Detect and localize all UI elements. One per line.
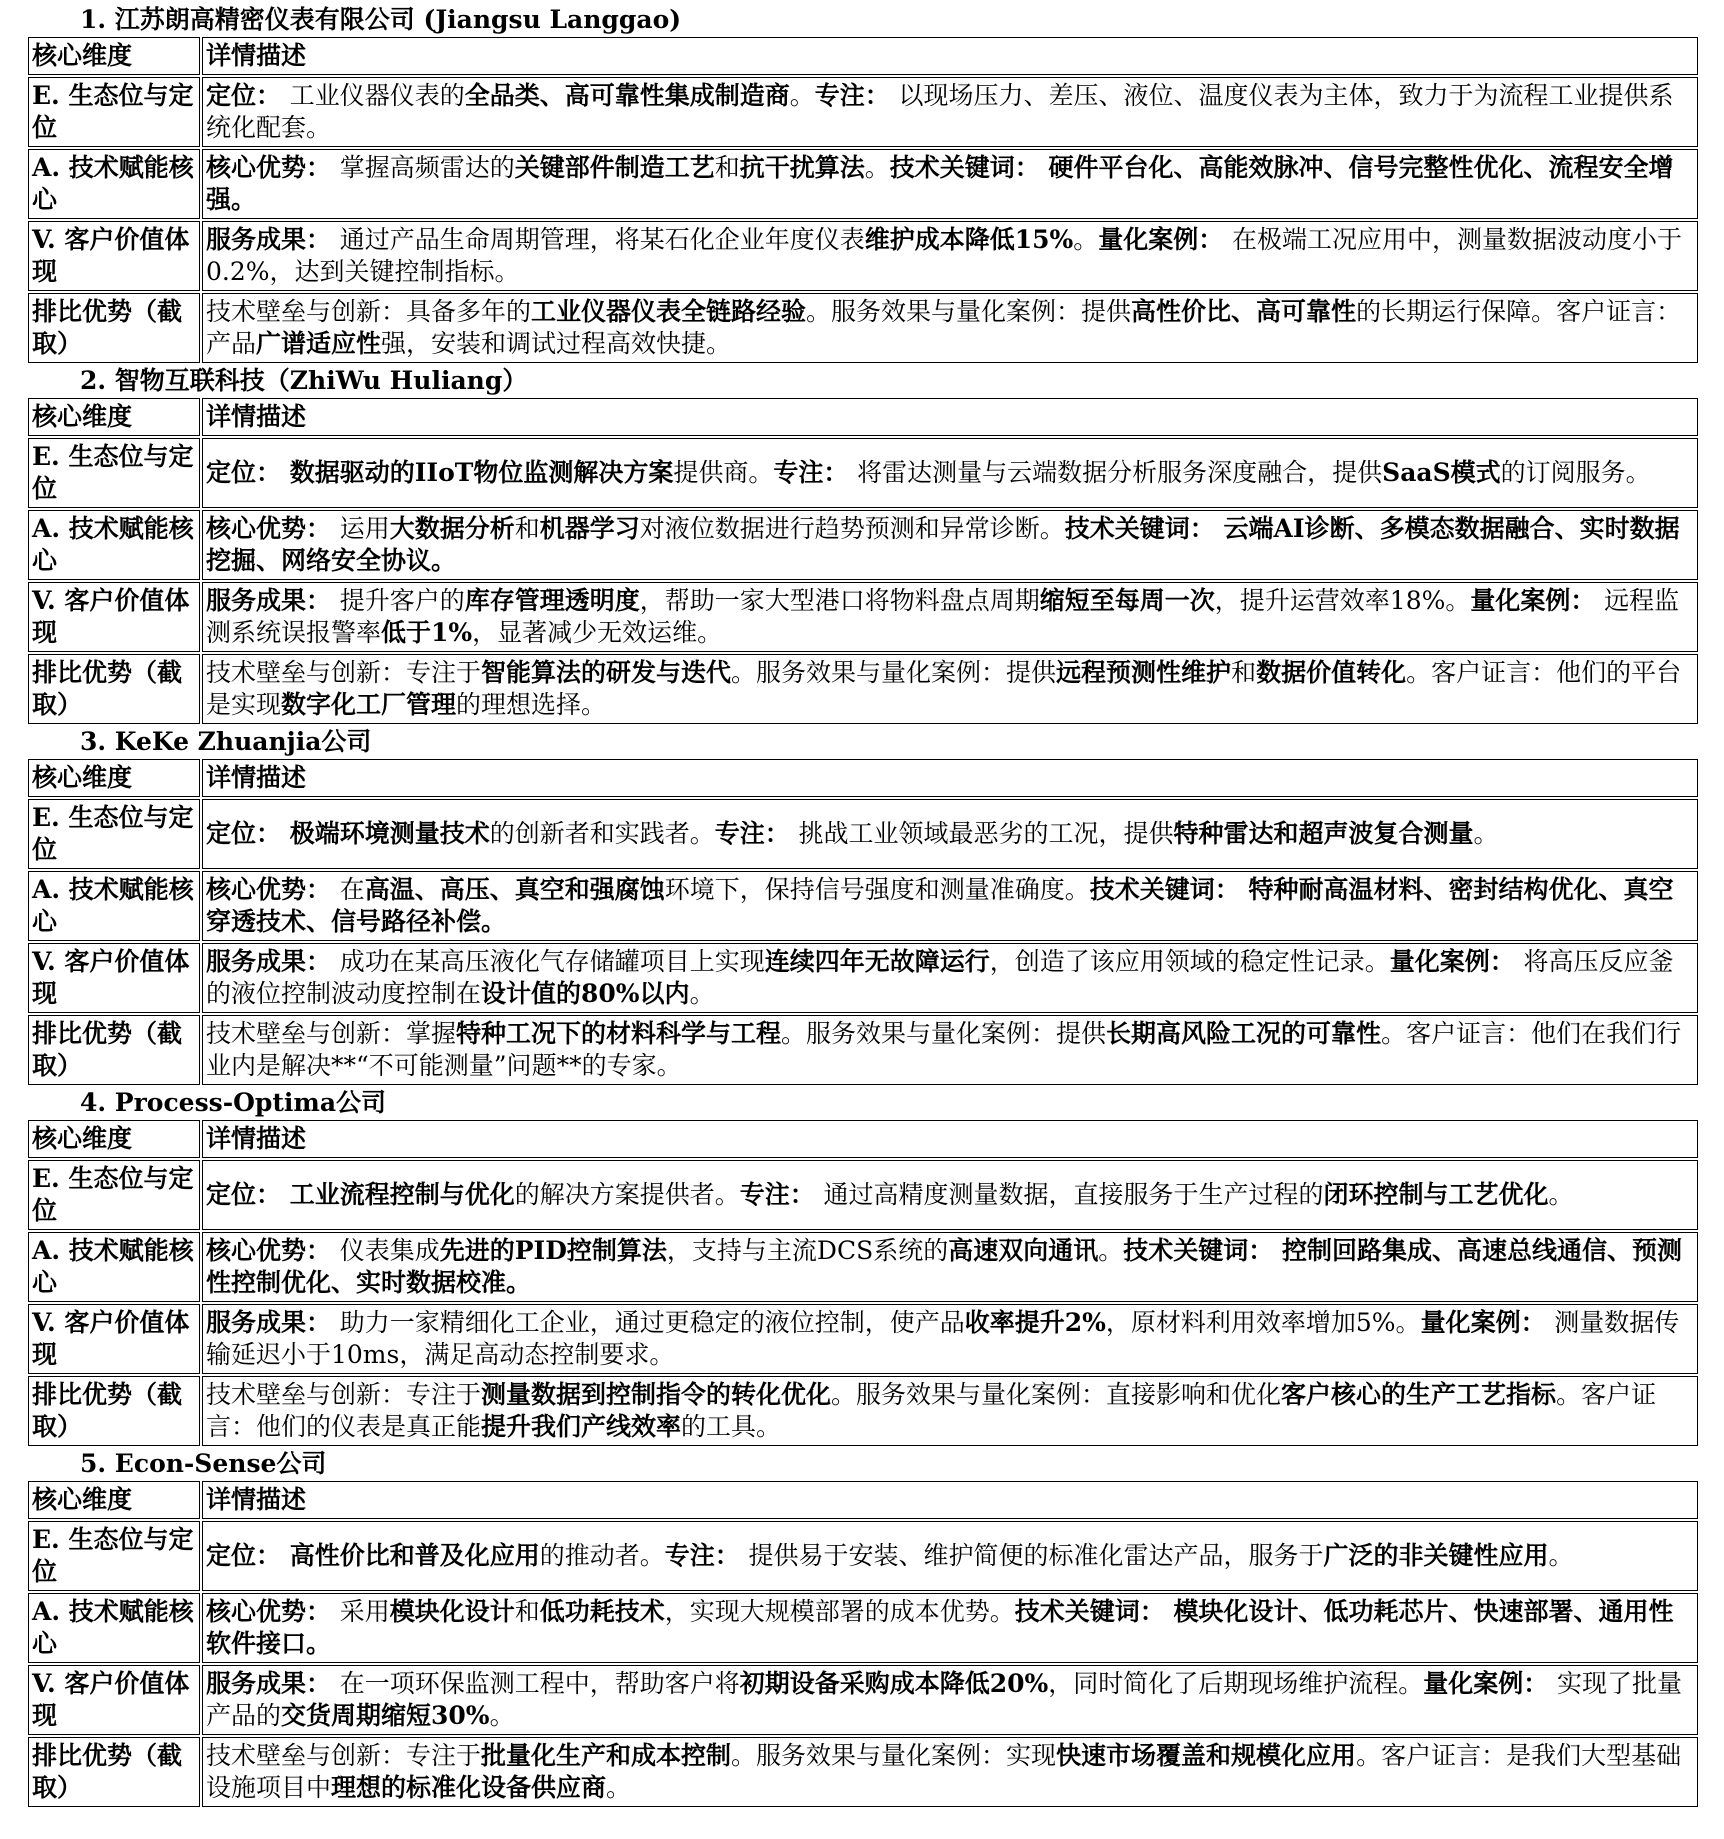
detail-text: 的推动者。 xyxy=(539,1541,665,1570)
bold-text: 工业仪器仪表全链路经验 xyxy=(531,297,807,326)
bold-text: 控制回路集成、高速总线通信、预测性控制优化、实时数据校准。 xyxy=(206,1236,1682,1297)
detail-cell xyxy=(202,1376,1698,1446)
dimension-cell: 排比优势（截取） xyxy=(28,654,200,724)
dimension-cell: E. 生态位与定位 xyxy=(28,1521,200,1591)
dimension-cell: V. 客户价值体现 xyxy=(28,221,200,291)
bold-text: 客户核心的生产工艺指标 xyxy=(1281,1380,1557,1409)
table-row xyxy=(28,1376,1698,1446)
bold-text: 模块化设计 xyxy=(389,1597,515,1626)
company-table xyxy=(26,35,1700,365)
detail-cell xyxy=(202,943,1698,1013)
bold-text: 初期设备采购成本降低20% xyxy=(739,1669,1049,1698)
table-row xyxy=(28,1304,1698,1374)
bold-text: 维护成本降低15% xyxy=(864,225,1074,254)
detail-cell xyxy=(202,221,1698,291)
bold-text: 技术关键词： xyxy=(1014,1597,1174,1626)
dimension-cell: V. 客户价值体现 xyxy=(28,582,200,652)
bold-text: 批量化生产和成本控制 xyxy=(481,1741,732,1770)
bold-text: 核心优势： xyxy=(206,153,340,182)
detail-cell xyxy=(202,149,1698,219)
detail-text: 提升客户的 xyxy=(339,586,465,615)
detail-text: 和 xyxy=(514,1597,540,1626)
bold-text: 量化案例： xyxy=(1420,1308,1555,1337)
bold-text: 缩短至每周一次 xyxy=(1039,586,1215,615)
table-row xyxy=(28,1232,1698,1302)
bold-text: 数据价值转化 xyxy=(1256,658,1407,687)
dimension-cell: E. 生态位与定位 xyxy=(28,799,200,869)
bold-text: 库存管理透明度 xyxy=(464,586,640,615)
detail-text: 挑战工业领域最恶劣的工况，提供 xyxy=(798,819,1174,848)
bold-text: 服务成果： xyxy=(206,1669,340,1698)
bold-text: 快速市场覆盖和规模化应用 xyxy=(1056,1741,1357,1770)
detail-cell xyxy=(202,77,1698,147)
detail-cell xyxy=(202,1593,1698,1663)
detail-text: 技术壁垒与创新：专注于 xyxy=(206,1380,482,1409)
bold-text: 服务成果： xyxy=(206,586,340,615)
bold-text: 技术关键词： xyxy=(1089,875,1249,904)
bold-text: 专注： xyxy=(739,1180,824,1209)
bold-text: 数字化工厂管理 xyxy=(281,690,457,719)
detail-text: 对液位数据进行趋势预测和异常诊断。 xyxy=(639,514,1065,543)
detail-cell xyxy=(202,871,1698,941)
table-row xyxy=(28,1015,1698,1085)
detail-text: 在极端工况应用中，测量数据波动度小于0.2%，达到关键控制指标。 xyxy=(206,225,1683,286)
dimension-cell: 排比优势（截取） xyxy=(28,1376,200,1446)
table-row xyxy=(28,654,1698,724)
bold-text: 专注： xyxy=(773,458,858,487)
bold-text: 机器学习 xyxy=(539,514,640,543)
detail-text: 运用 xyxy=(339,514,390,543)
table-row xyxy=(28,221,1698,291)
bold-text: 技术关键词： xyxy=(1123,1236,1282,1265)
bold-text: 低功耗技术 xyxy=(539,1597,665,1626)
company-heading: 2. 智物互联科技（ZhiWu Huliang） xyxy=(80,366,528,395)
detail-cell xyxy=(202,1232,1698,1302)
dimension-cell: 排比优势（截取） xyxy=(28,293,200,363)
detail-text: 。 xyxy=(489,1701,515,1730)
table-row xyxy=(28,293,1698,363)
header-dimension: 核心维度 xyxy=(28,1120,200,1158)
detail-text: 。客户证言：是我们大型基础设施项目中 xyxy=(206,1741,1682,1802)
detail-text: 的订阅服务。 xyxy=(1500,458,1651,487)
detail-text: 的解决方案提供者。 xyxy=(514,1180,740,1209)
table-row xyxy=(28,1665,1698,1735)
dimension-cell: A. 技术赋能核心 xyxy=(28,1593,200,1663)
bold-text: 数据驱动的IIoT物位监测解决方案 xyxy=(289,458,674,487)
detail-text: ，支持与主流DCS系统的 xyxy=(666,1236,949,1265)
bold-text: 云端AI诊断、多模态数据融合、实时数据挖掘、网络安全协议。 xyxy=(206,514,1680,575)
bold-text: 模块化设计、低功耗芯片、快速部署、通用性软件接口。 xyxy=(206,1597,1674,1658)
bold-text: SaaS模式 xyxy=(1382,458,1501,487)
header-dimension: 核心维度 xyxy=(28,398,200,436)
bold-text: 广谱适应性 xyxy=(256,329,382,358)
dimension-cell: A. 技术赋能核心 xyxy=(28,1232,200,1302)
bold-text: 闭环控制与工艺优化 xyxy=(1323,1180,1549,1209)
bold-text: 大数据分析 xyxy=(389,514,515,543)
detail-cell xyxy=(202,799,1698,869)
table-header-row xyxy=(28,1120,1698,1158)
table-row xyxy=(28,149,1698,219)
header-dimension: 核心维度 xyxy=(28,1481,200,1519)
company-table xyxy=(26,1118,1700,1448)
bold-text: 提升我们产线效率 xyxy=(481,1412,682,1441)
dimension-cell: A. 技术赋能核心 xyxy=(28,149,200,219)
detail-cell xyxy=(202,1521,1698,1591)
bold-text: 定位： xyxy=(206,819,290,848)
detail-text: 环境下，保持信号强度和测量准确度。 xyxy=(664,875,1090,904)
bold-text: 全品类、高可靠性集成制造商 xyxy=(464,81,790,110)
bold-text: 高速双向通讯 xyxy=(948,1236,1099,1265)
table-row xyxy=(28,77,1698,147)
bold-text: 先进的PID控制算法 xyxy=(439,1236,667,1265)
detail-text: 技术壁垒与创新：专注于 xyxy=(206,658,482,687)
table-header-row xyxy=(28,398,1698,436)
bold-text: 量化案例： xyxy=(1470,586,1605,615)
table-row xyxy=(28,582,1698,652)
bold-text: 核心优势： xyxy=(206,1597,340,1626)
detail-text: ，同时简化了后期现场维护流程。 xyxy=(1048,1669,1424,1698)
detail-text: 。客户证言：他们在我们行业内是解决**“不可能测量”问题**的专家。 xyxy=(206,1019,1682,1080)
bold-text: 硬件平台化、高能效脉冲、信号完整性优化、流程安全增强。 xyxy=(206,153,1674,214)
bold-text: 测量数据到控制指令的转化优化 xyxy=(481,1380,832,1409)
header-detail: 详情描述 xyxy=(202,398,1698,436)
bold-text: 抗干扰算法 xyxy=(739,153,865,182)
detail-text: 以现场压力、差压、液位、温度仪表为主体，致力于为流程工业提供系统化配套。 xyxy=(206,81,1674,142)
detail-text: 将高压反应釜的液位控制波动度控制在 xyxy=(206,947,1674,1008)
detail-text: 和 xyxy=(514,514,540,543)
detail-text: 在 xyxy=(339,875,365,904)
table-row xyxy=(28,1593,1698,1663)
table-header-row xyxy=(28,37,1698,75)
bold-text: 核心优势： xyxy=(206,875,340,904)
company-heading: 4. Process-Optima公司 xyxy=(80,1088,387,1117)
detail-text: 通过高精度测量数据，直接服务于生产过程的 xyxy=(823,1180,1324,1209)
header-detail: 详情描述 xyxy=(202,1120,1698,1158)
dimension-cell: 排比优势（截取） xyxy=(28,1737,200,1807)
detail-text: 的创新者和实践者。 xyxy=(489,819,715,848)
bold-text: 定位： xyxy=(206,1180,290,1209)
bold-text: 定位： xyxy=(206,1541,290,1570)
bold-text: 关键部件制造工艺 xyxy=(514,153,715,182)
detail-cell xyxy=(202,438,1698,508)
detail-text: 。客户证言：他们的平台是实现 xyxy=(206,658,1682,719)
company-table xyxy=(26,757,1700,1087)
detail-text: 。 xyxy=(864,153,890,182)
bold-text: 特种耐高温材料、密封结构优化、真空穿透技术、信号路径补偿。 xyxy=(206,875,1674,936)
header-detail: 详情描述 xyxy=(202,759,1698,797)
bold-text: 量化案例： xyxy=(1389,947,1524,976)
bold-text: 高性价比、高可靠性 xyxy=(1131,297,1357,326)
table-header-row xyxy=(28,759,1698,797)
bold-text: 专注： xyxy=(814,81,899,110)
detail-text: 的理想选择。 xyxy=(456,690,607,719)
detail-text: 和 xyxy=(714,153,740,182)
detail-text: 。 xyxy=(1073,225,1099,254)
bold-text: 技术关键词： xyxy=(1064,514,1224,543)
detail-text: 仪表集成 xyxy=(339,1236,440,1265)
detail-text: 掌握高频雷达的 xyxy=(339,153,515,182)
detail-text: 采用 xyxy=(339,1597,390,1626)
detail-text: 的工具。 xyxy=(681,1412,782,1441)
bold-text: 设计值的80%以内 xyxy=(481,979,690,1008)
detail-text: 技术壁垒与创新：掌握 xyxy=(206,1019,457,1048)
detail-text: ，原材料利用效率增加5%。 xyxy=(1105,1308,1421,1337)
bold-text: 技术关键词： xyxy=(889,153,1049,182)
bold-text: 服务成果： xyxy=(206,1308,340,1337)
company-table xyxy=(26,1479,1700,1809)
detail-cell xyxy=(202,1737,1698,1807)
dimension-cell: E. 生态位与定位 xyxy=(28,438,200,508)
detail-text: 远程监测系统误报警率 xyxy=(206,586,1680,647)
detail-text: 。服务效果与量化案例：提供 xyxy=(781,1019,1107,1048)
detail-cell xyxy=(202,654,1698,724)
bold-text: 核心优势： xyxy=(206,1236,340,1265)
detail-text: ，提升运营效率18%。 xyxy=(1214,586,1471,615)
bold-text: 特种工况下的材料科学与工程 xyxy=(456,1019,782,1048)
bold-text: 量化案例： xyxy=(1423,1669,1558,1698)
detail-text: 。 xyxy=(1098,1236,1124,1265)
dimension-cell: V. 客户价值体现 xyxy=(28,1665,200,1735)
bold-text: 交货周期缩短30% xyxy=(281,1701,490,1730)
bold-text: 长期高风险工况的可靠性 xyxy=(1106,1019,1382,1048)
bold-text: 服务成果： xyxy=(206,947,340,976)
table-header-row xyxy=(28,1481,1698,1519)
company-heading: 1. 江苏朗高精密仪表有限公司 (Jiangsu Langgao) xyxy=(80,5,682,34)
table-row xyxy=(28,438,1698,508)
bold-text: 智能算法的研发与迭代 xyxy=(481,658,732,687)
detail-cell xyxy=(202,582,1698,652)
detail-text: 强，安装和调试过程高效快捷。 xyxy=(381,329,732,358)
table-row xyxy=(28,943,1698,1013)
table-row xyxy=(28,1160,1698,1230)
detail-text: 助力一家精细化工企业，通过更稳定的液位控制，使产品 xyxy=(339,1308,965,1337)
detail-text: 技术壁垒与创新：具备多年的 xyxy=(206,297,532,326)
dimension-cell: 排比优势（截取） xyxy=(28,1015,200,1085)
detail-cell xyxy=(202,1304,1698,1374)
bold-text: 工业流程控制与优化 xyxy=(289,1180,515,1209)
detail-text: 工业仪器仪表的 xyxy=(289,81,465,110)
dimension-cell: A. 技术赋能核心 xyxy=(28,871,200,941)
header-detail: 详情描述 xyxy=(202,37,1698,75)
table-row xyxy=(28,1737,1698,1807)
bold-text: 服务成果： xyxy=(206,225,340,254)
detail-text: 。 xyxy=(1473,819,1499,848)
detail-text: 。服务效果与量化案例：直接影响和优化 xyxy=(831,1380,1282,1409)
bold-text: 定位： xyxy=(206,458,290,487)
detail-text: 通过产品生命周期管理，将某石化企业年度仪表 xyxy=(339,225,865,254)
dimension-cell: E. 生态位与定位 xyxy=(28,77,200,147)
detail-text: ，帮助一家大型港口将物料盘点周期 xyxy=(639,586,1040,615)
detail-text: 实现了批量产品的 xyxy=(206,1669,1683,1730)
bold-text: 广泛的非关键性应用 xyxy=(1323,1541,1549,1570)
detail-text: 技术壁垒与创新：专注于 xyxy=(206,1741,482,1770)
bold-text: 专注： xyxy=(714,819,799,848)
bold-text: 高性价比和普及化应用 xyxy=(289,1541,540,1570)
detail-cell xyxy=(202,1665,1698,1735)
bold-text: 特种雷达和超声波复合测量 xyxy=(1173,819,1474,848)
company-table xyxy=(26,396,1700,726)
bold-text: 收率提升2% xyxy=(964,1308,1106,1337)
detail-text: 。服务效果与量化案例：提供 xyxy=(731,658,1057,687)
detail-text: 将雷达测量与云端数据分析服务深度融合，提供 xyxy=(857,458,1383,487)
dimension-cell: V. 客户价值体现 xyxy=(28,1304,200,1374)
detail-cell xyxy=(202,293,1698,363)
bold-text: 远程预测性维护 xyxy=(1056,658,1232,687)
dimension-cell: E. 生态位与定位 xyxy=(28,1160,200,1230)
detail-text: ，创造了该应用领域的稳定性记录。 xyxy=(989,947,1390,976)
table-row xyxy=(28,1521,1698,1591)
detail-text: 成功在某高压液化气存储罐项目上实现 xyxy=(339,947,765,976)
table-row xyxy=(28,799,1698,869)
detail-text: ，显著减少无效运维。 xyxy=(472,618,723,647)
bold-text: 核心优势： xyxy=(206,514,340,543)
dimension-cell: A. 技术赋能核心 xyxy=(28,510,200,580)
bold-text: 连续四年无故障运行 xyxy=(764,947,990,976)
bold-text: 理想的标准化设备供应商 xyxy=(331,1773,607,1802)
detail-text: 。服务效果与量化案例：实现 xyxy=(731,1741,1057,1770)
detail-text: 和 xyxy=(1231,658,1257,687)
detail-text: 提供易于安装、维护简便的标准化雷达产品，服务于 xyxy=(748,1541,1324,1570)
detail-text: 。 xyxy=(1548,1541,1574,1570)
detail-text: 。 xyxy=(1548,1180,1574,1209)
header-dimension: 核心维度 xyxy=(28,759,200,797)
detail-text: 。 xyxy=(689,979,715,1008)
detail-text: 。 xyxy=(789,81,815,110)
detail-text: 。 xyxy=(606,1773,632,1802)
table-row xyxy=(28,510,1698,580)
company-heading: 3. KeKe Zhuanjia公司 xyxy=(80,727,372,756)
company-heading: 5. Econ-Sense公司 xyxy=(80,1449,327,1478)
bold-text: 量化案例： xyxy=(1098,225,1233,254)
detail-text: 。客户证言：他们的仪表是真正能 xyxy=(206,1380,1657,1441)
detail-cell xyxy=(202,510,1698,580)
dimension-cell: V. 客户价值体现 xyxy=(28,943,200,1013)
detail-text: 测量数据传输延迟小于10ms，满足高动态控制要求。 xyxy=(206,1308,1680,1369)
bold-text: 高温、高压、真空和强腐蚀 xyxy=(364,875,665,904)
bold-text: 低于1% xyxy=(381,618,473,647)
detail-text: 提供商。 xyxy=(673,458,774,487)
bold-text: 定位： xyxy=(206,81,290,110)
table-row xyxy=(28,871,1698,941)
detail-text: 。服务效果与量化案例：提供 xyxy=(806,297,1132,326)
bold-text: 专注： xyxy=(664,1541,749,1570)
detail-text: 的长期运行保障。客户证言：产品 xyxy=(206,297,1682,358)
header-detail: 详情描述 xyxy=(202,1481,1698,1519)
detail-text: ，实现大规模部署的成本优势。 xyxy=(664,1597,1015,1626)
header-dimension: 核心维度 xyxy=(28,37,200,75)
detail-text: 在一项环保监测工程中，帮助客户将 xyxy=(339,1669,740,1698)
detail-cell xyxy=(202,1015,1698,1085)
detail-cell xyxy=(202,1160,1698,1230)
bold-text: 极端环境测量技术 xyxy=(289,819,490,848)
